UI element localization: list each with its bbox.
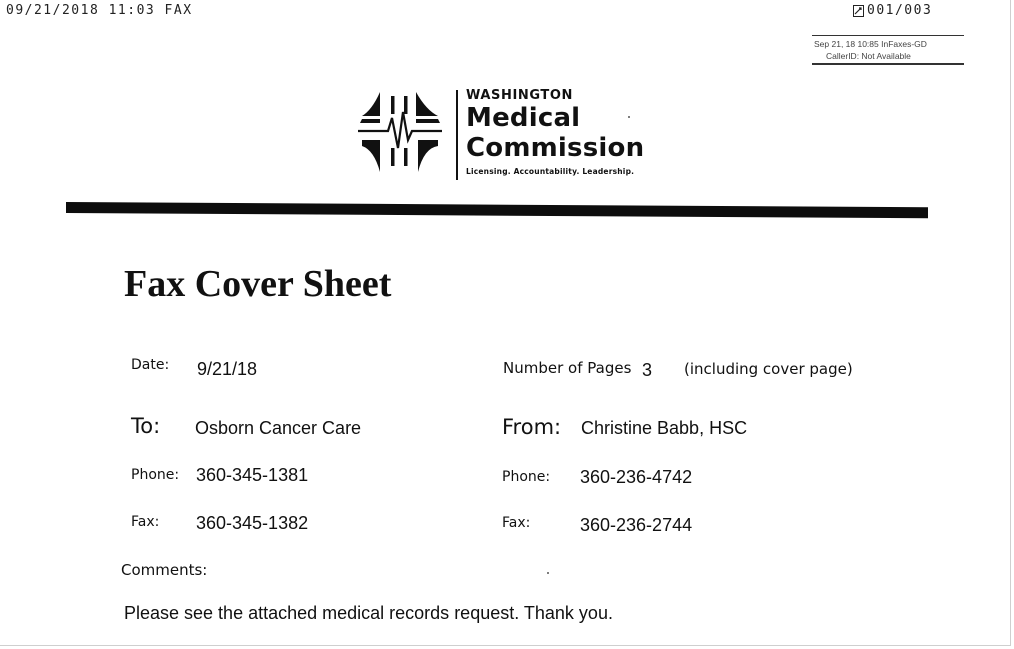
pages-value: 3 [642,360,653,380]
pages-note: (including cover page) [684,360,853,378]
fax-page-icon [853,5,864,17]
from-phone-value: 360-236-4742 [580,467,693,487]
from-value: Christine Babb, HSC [581,418,748,438]
fax-page-counter-group [853,3,932,18]
logo-name-line1: Medical [466,103,581,133]
comments-text: Please see the attached medical records request. Thank you. [124,603,613,623]
pages-label: Number of Pages [503,359,632,377]
from-fax-label: Fax: [502,515,531,531]
to-label: To: [131,414,161,438]
receipt-stamp-line1: Sep 21, 18 10:85 InFaxes-GD [814,39,927,49]
header-rule [66,202,928,218]
scan-speck [547,572,549,574]
date-label: Date: [131,357,170,373]
caduceus-heartbeat-logo-icon [358,90,442,176]
receipt-stamp [812,35,964,65]
to-phone-label: Phone: [131,467,180,483]
logo-wordmark [466,88,644,176]
fax-datetime: 09/21/2018 11:03 FAX [6,3,193,18]
from-label: From: [502,415,562,439]
comments-label: Comments: [121,561,208,579]
from-fax-value: 360-236-2744 [580,515,693,535]
fax-page-counter: 001/003 [867,3,933,18]
to-fax-label: Fax: [131,514,160,530]
to-value: Osborn Cancer Care [195,418,362,438]
to-fax-value: 360-345-1382 [196,513,309,533]
from-phone-label: Phone: [502,469,551,485]
scan-speck [628,116,630,118]
logo-divider [456,90,458,180]
logo-state: WASHINGTON [466,88,574,103]
date-value: 9/21/18 [197,359,258,379]
logo-tagline: Licensing. Accountability. Leadership. [466,167,635,176]
logo-name-line2: Commission [466,133,645,163]
page-title: Fax Cover Sheet [124,263,392,305]
receipt-stamp-line2: CallerID: Not Available [826,51,911,61]
to-phone-value: 360-345-1381 [196,465,309,485]
